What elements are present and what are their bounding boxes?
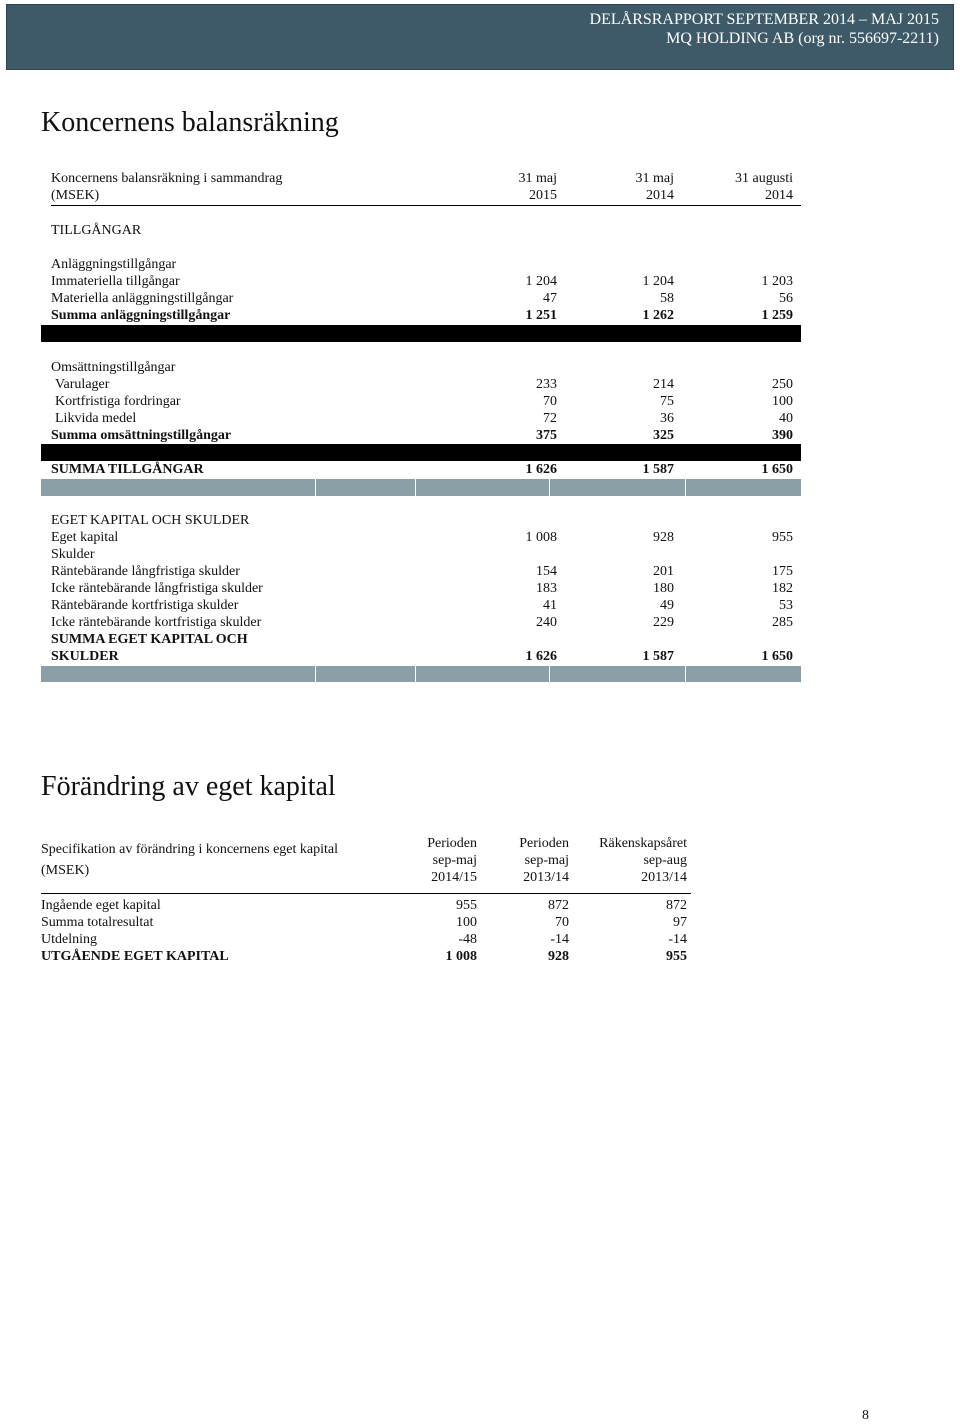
table-header-row (51, 187, 801, 204)
cell-value: 47 (543, 291, 557, 306)
cell-value: 70 (543, 394, 557, 409)
cell-value: 1 650 (761, 649, 793, 664)
total-row-label-line (51, 631, 801, 648)
row-label: Utdelning (41, 932, 97, 947)
cell-value: 175 (772, 564, 793, 579)
section-heading (51, 546, 801, 563)
current-assets-heading: Omsättningstillgångar (51, 360, 176, 375)
row-label: UTGÅENDE EGET KAPITAL (41, 949, 229, 964)
table-row (51, 529, 801, 546)
cell-value: 201 (653, 564, 674, 579)
report-title: DELÅRSRAPPORT SEPTEMBER 2014 – MAJ 2015 (589, 11, 939, 28)
col-header-1: 31 maj (518, 171, 557, 186)
cell-value: 872 (548, 898, 569, 913)
cell-value: 233 (536, 377, 557, 392)
row-label: Eget kapital (51, 530, 119, 545)
cell-value: 56 (779, 291, 793, 306)
cell-value: 325 (653, 428, 674, 443)
total-row (51, 648, 801, 665)
cell-value: 1 587 (642, 462, 674, 477)
cell-value: 183 (536, 581, 557, 596)
equity-heading: EGET KAPITAL OCH SKULDER (51, 513, 250, 528)
col-year-2: 2014 (646, 188, 674, 203)
cell-value: 1 626 (525, 649, 557, 664)
cell-value: 97 (673, 915, 687, 930)
table-row (41, 914, 691, 931)
table-header-row (41, 869, 691, 886)
cell-value: 1 251 (525, 308, 557, 323)
balance-sheet-title: Koncernens balansräkning (41, 107, 339, 138)
cell-value: 1 008 (525, 530, 557, 545)
cell-value: 1 203 (761, 274, 793, 289)
row-label: SUMMA EGET KAPITAL OCH (51, 632, 248, 647)
cell-value: 390 (772, 428, 793, 443)
table-row (51, 410, 801, 427)
col-header-3: 31 augusti (735, 171, 793, 186)
section-heading (51, 256, 801, 273)
row-label: Icke räntebärande kortfristiga skulder (51, 615, 262, 630)
cell-value: -14 (668, 932, 687, 947)
cell-value: 229 (653, 615, 674, 630)
table-subtitle: Koncernens balansräkning i sammandrag (51, 171, 283, 186)
cell-value: 240 (536, 615, 557, 630)
cell-value: 1 204 (642, 274, 674, 289)
cell-value: 70 (555, 915, 569, 930)
col-period-1: sep-maj (432, 853, 477, 868)
row-label: Kortfristiga fordringar (55, 394, 181, 409)
cell-value: 955 (456, 898, 477, 913)
table-row (51, 563, 801, 580)
cell-value: 100 (456, 915, 477, 930)
cell-value: 36 (660, 411, 674, 426)
cell-value: 928 (653, 530, 674, 545)
cell-value: 1 626 (525, 462, 557, 477)
row-label: Likvida medel (55, 411, 137, 426)
cell-value: 1 204 (525, 274, 557, 289)
table-subtitle: Specifikation av förändring i koncernens eget kapital (41, 842, 339, 857)
col-year-3: 2014 (765, 188, 793, 203)
cell-value: -14 (550, 932, 569, 947)
cell-value: 72 (543, 411, 557, 426)
unit-label: (MSEK) (51, 188, 100, 203)
row-label: Icke räntebärande långfristiga skulder (51, 581, 263, 596)
row-label: Summa totalresultat (41, 915, 154, 930)
col-period-3: sep-aug (643, 853, 687, 868)
unit-label: (MSEK) (41, 863, 90, 878)
table-row (51, 290, 801, 307)
row-label: Ingående eget kapital (41, 898, 161, 913)
cell-value: 955 (666, 949, 687, 964)
cell-value: 285 (772, 615, 793, 630)
table-row (51, 580, 801, 597)
cell-value: 154 (536, 564, 557, 579)
row-label: Räntebärande långfristiga skulder (51, 564, 240, 579)
table-row (51, 393, 801, 410)
row-label: SUMMA TILLGÅNGAR (51, 462, 204, 477)
section-divider (41, 666, 801, 682)
subtotal-row (51, 427, 801, 444)
col-year-2: 2013/14 (523, 870, 569, 885)
cell-value: 928 (548, 949, 569, 964)
total-row (41, 948, 691, 965)
col-header-1: Perioden (427, 836, 477, 851)
section-heading (51, 359, 801, 376)
liabilities-heading: Skulder (51, 547, 95, 562)
cell-value: 1 587 (642, 649, 674, 664)
table-header-row (51, 170, 801, 187)
section-divider (41, 325, 801, 342)
cell-value: 1 259 (761, 308, 793, 323)
cell-value: 180 (653, 581, 674, 596)
cell-value: 375 (536, 428, 557, 443)
col-header-2: Perioden (519, 836, 569, 851)
subtotal-row (51, 307, 801, 324)
section-heading (51, 512, 801, 529)
col-period-2: sep-maj (524, 853, 569, 868)
row-label: SKULDER (51, 649, 119, 664)
cell-value: 955 (772, 530, 793, 545)
total-row (51, 461, 801, 478)
cell-value: 100 (772, 394, 793, 409)
cell-value: 58 (660, 291, 674, 306)
row-label: Summa anläggningstillgångar (51, 308, 231, 323)
row-label: Materiella anläggningstillgångar (51, 291, 234, 306)
cell-value: 1 262 (642, 308, 674, 323)
cell-value: 53 (779, 598, 793, 613)
cell-value: 214 (653, 377, 674, 392)
row-label: Varulager (55, 377, 110, 392)
col-year-1: 2014/15 (431, 870, 477, 885)
cell-value: 75 (660, 394, 674, 409)
section-divider (41, 479, 801, 496)
table-row (51, 273, 801, 290)
row-label: Immateriella tillgångar (51, 274, 180, 289)
row-label: Summa omsättningstillgångar (51, 428, 232, 443)
header-rule (41, 893, 691, 894)
cell-value: 1 650 (761, 462, 793, 477)
table-row (41, 931, 691, 948)
col-year-1: 2015 (529, 188, 557, 203)
col-header-2: 31 maj (635, 171, 674, 186)
cell-value: 40 (779, 411, 793, 426)
page-number: 8 (862, 1408, 869, 1423)
cell-value: 49 (660, 598, 674, 613)
cell-value: -48 (458, 932, 477, 947)
table-row (51, 376, 801, 393)
col-year-3: 2013/14 (641, 870, 687, 885)
cell-value: 250 (772, 377, 793, 392)
table-row (51, 614, 801, 631)
assets-heading: TILLGÅNGAR (51, 223, 142, 238)
row-label: Räntebärande kortfristiga skulder (51, 598, 239, 613)
col-header-3: Räkenskapsåret (599, 836, 687, 851)
company-name: MQ HOLDING AB (org nr. 556697-2211) (666, 30, 939, 47)
report-header (6, 4, 954, 70)
header-rule (51, 205, 801, 206)
cell-value: 872 (666, 898, 687, 913)
section-divider (41, 444, 801, 461)
table-row (51, 597, 801, 614)
cell-value: 1 008 (445, 949, 477, 964)
fixed-assets-heading: Anläggningstillgångar (51, 257, 177, 272)
table-row (41, 897, 691, 914)
cell-value: 41 (543, 598, 557, 613)
section-heading (51, 222, 801, 239)
equity-change-title: Förändring av eget kapital (41, 771, 336, 802)
cell-value: 182 (772, 581, 793, 596)
